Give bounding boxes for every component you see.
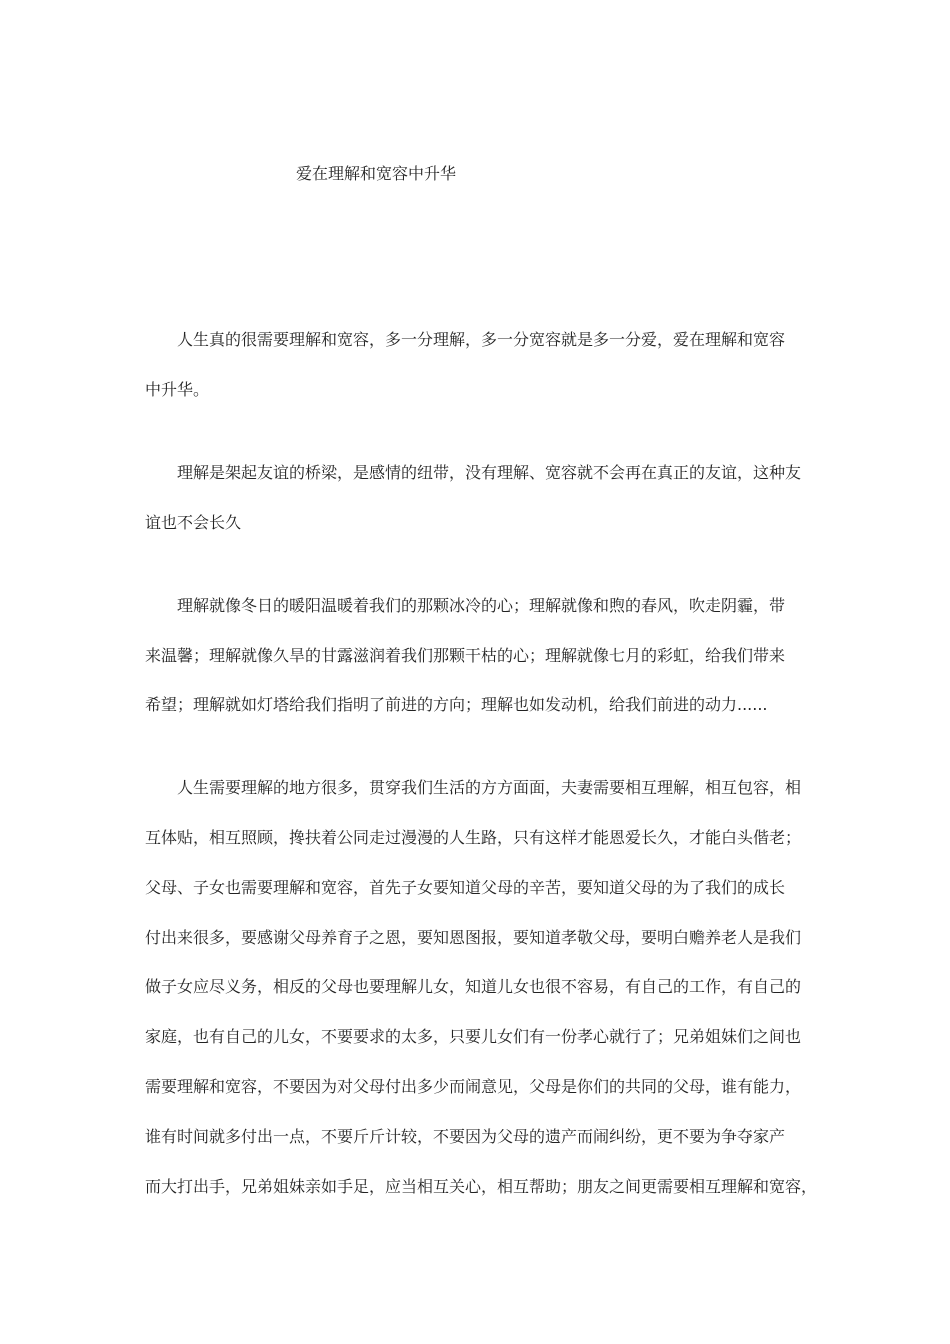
paragraph-3-line-3: 希望；理解就如灯塔给我们指明了前进的方向；理解也如发动机，给我们前进的动力...... [145, 695, 768, 714]
paragraph-3-line-2: 来温馨；理解就像久旱的甘露滋润着我们那颗干枯的心；理解就像七月的彩虹，给我们带来 [145, 646, 786, 665]
paragraph-2-line-1: 理解是架起友谊的桥梁，是感情的纽带，没有理解、宽容就不会再在真正的友谊，这种友 [177, 463, 802, 482]
paragraph-4-line-6: 家庭，也有自己的儿女，不要要求的太多，只要儿女们有一份孝心就行了；兄弟姐妹们之间也 [145, 1027, 802, 1046]
paragraph-4-line-8: 谁有时间就多付出一点，不要斤斤计较，不要因为父母的遗产而闹纠纷，更不要为争夺家产 [145, 1127, 786, 1146]
paragraph-2-line-2: 谊也不会长久 [145, 513, 242, 532]
paragraph-3-line-1: 理解就像冬日的暖阳温暖着我们的那颗冰冷的心；理解就像和煦的春风，吹走阴霾，带 [177, 596, 786, 615]
paragraph-4-line-9: 而大打出手，兄弟姐妹亲如手足，应当相互关心，相互帮助；朋友之间更需要相互理解和宽容， [145, 1177, 818, 1196]
paragraph-4-line-7: 需要理解和宽容，不要因为对父母付出多少而闹意见，父母是你们的共同的父母，谁有能力， [145, 1077, 802, 1096]
paragraph-4-line-3: 父母、子女也需要理解和宽容，首先子女要知道父母的辛苦，要知道父母的为了我们的成长 [145, 878, 786, 897]
paragraph-4-line-5: 做子女应尽义务，相反的父母也要理解儿女，知道儿女也很不容易，有自己的工作，有自己的 [145, 977, 802, 996]
paragraph-4-line-4: 付出来很多，要感谢父母养育子之恩，要知恩图报，要知道孝敬父母，要明白赡养老人是我们 [145, 928, 802, 947]
document-title: 爱在理解和宽容中升华 [296, 164, 457, 183]
paragraph-1-line-1: 人生真的很需要理解和宽容，多一分理解，多一分宽容就是多一分爱，爱在理解和宽容 [177, 330, 786, 349]
paragraph-1-line-2: 中升华。 [145, 380, 210, 399]
paragraph-4-line-2: 互体贴，相互照顾，搀扶着公同走过漫漫的人生路，只有这样才能恩爱长久，才能白头偕老； [145, 828, 802, 847]
paragraph-4-line-1: 人生需要理解的地方很多，贯穿我们生活的方方面面，夫妻需要相互理解，相互包容，相 [177, 778, 802, 797]
